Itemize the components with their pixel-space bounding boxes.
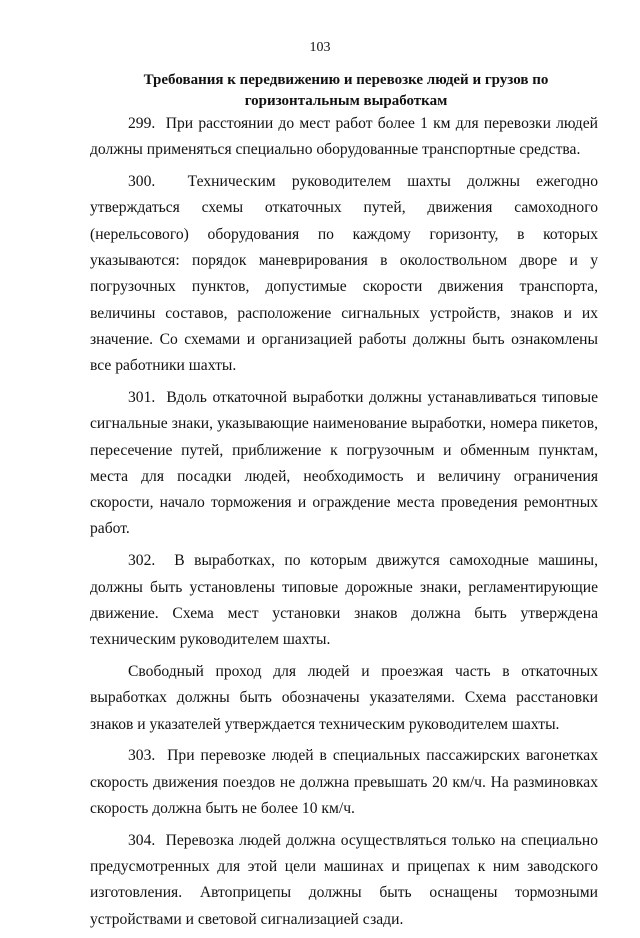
paragraph-302-continued: Свободный проход для людей и проезжая часть в откаточных выработках должны быть обозначены указателями. Схема расстановки знаков и указателей утверждается техническим руководителем шахты. — [90, 662, 598, 733]
paragraph-301: 301. Вдоль откаточной выработки должны устанавливаться типовые сигнальные знаки, указывающие наименование выработки, номера пикетов, пересечение путей, приближение к погрузочным и обменным пунктам, места для посадки людей, необходимость и величину ограничения скорости, начало торможения и ограждение места проведения ремонтных работ. — [90, 388, 598, 538]
section-heading: Требования к передвижению и перевозке людей и грузов по горизонтальным выработкам — [143, 72, 549, 109]
paragraph-303: 303. При перевозке людей в специальных пассажирских вагонетках скорость движения поездов не должна превышать 20 км/ч. На разминовках скорость должна быть не более 10 км/ч. — [90, 747, 598, 817]
page-number: 103 — [309, 40, 331, 55]
paragraph-300: 300. Техническим руководителем шахты должны ежегодно утверждаться схемы откаточных путей, движения самоходного (нерельсового) оборудования по каждому горизонту, в которых указываются: порядок маневрирования в околоствольном дворе и у погрузочных пунктов, допустимые скорости движения транспорта, величины составов, расположение сигнальных устройств, знаков и их значение. Со схемами и организацией работы должны быть ознакомлены все работники шахты. — [90, 173, 598, 375]
paragraph-302: 302. В выработках, по которым движутся самоходные машины, должны быть установлены типовые дорожные знаки, регламентирующие движение. Схема мест установки знаков должна быть утверждена техническим руководителем шахты. — [90, 552, 598, 649]
document-body — [90, 111, 598, 938]
paragraph-299: 299. При расстоянии до мест работ более 1 км для перевозки людей должны применяться специально оборудованные транспортные средства. — [90, 115, 598, 159]
paragraph-304: 304. Перевозка людей должна осуществляться только на специально предусмотренных для этой цели машинах и прицепах к ним заводского изготовления. Автоприцепы должны быть оснащены тормозными устройствами и световой сигнализацией сзади. — [90, 831, 598, 928]
